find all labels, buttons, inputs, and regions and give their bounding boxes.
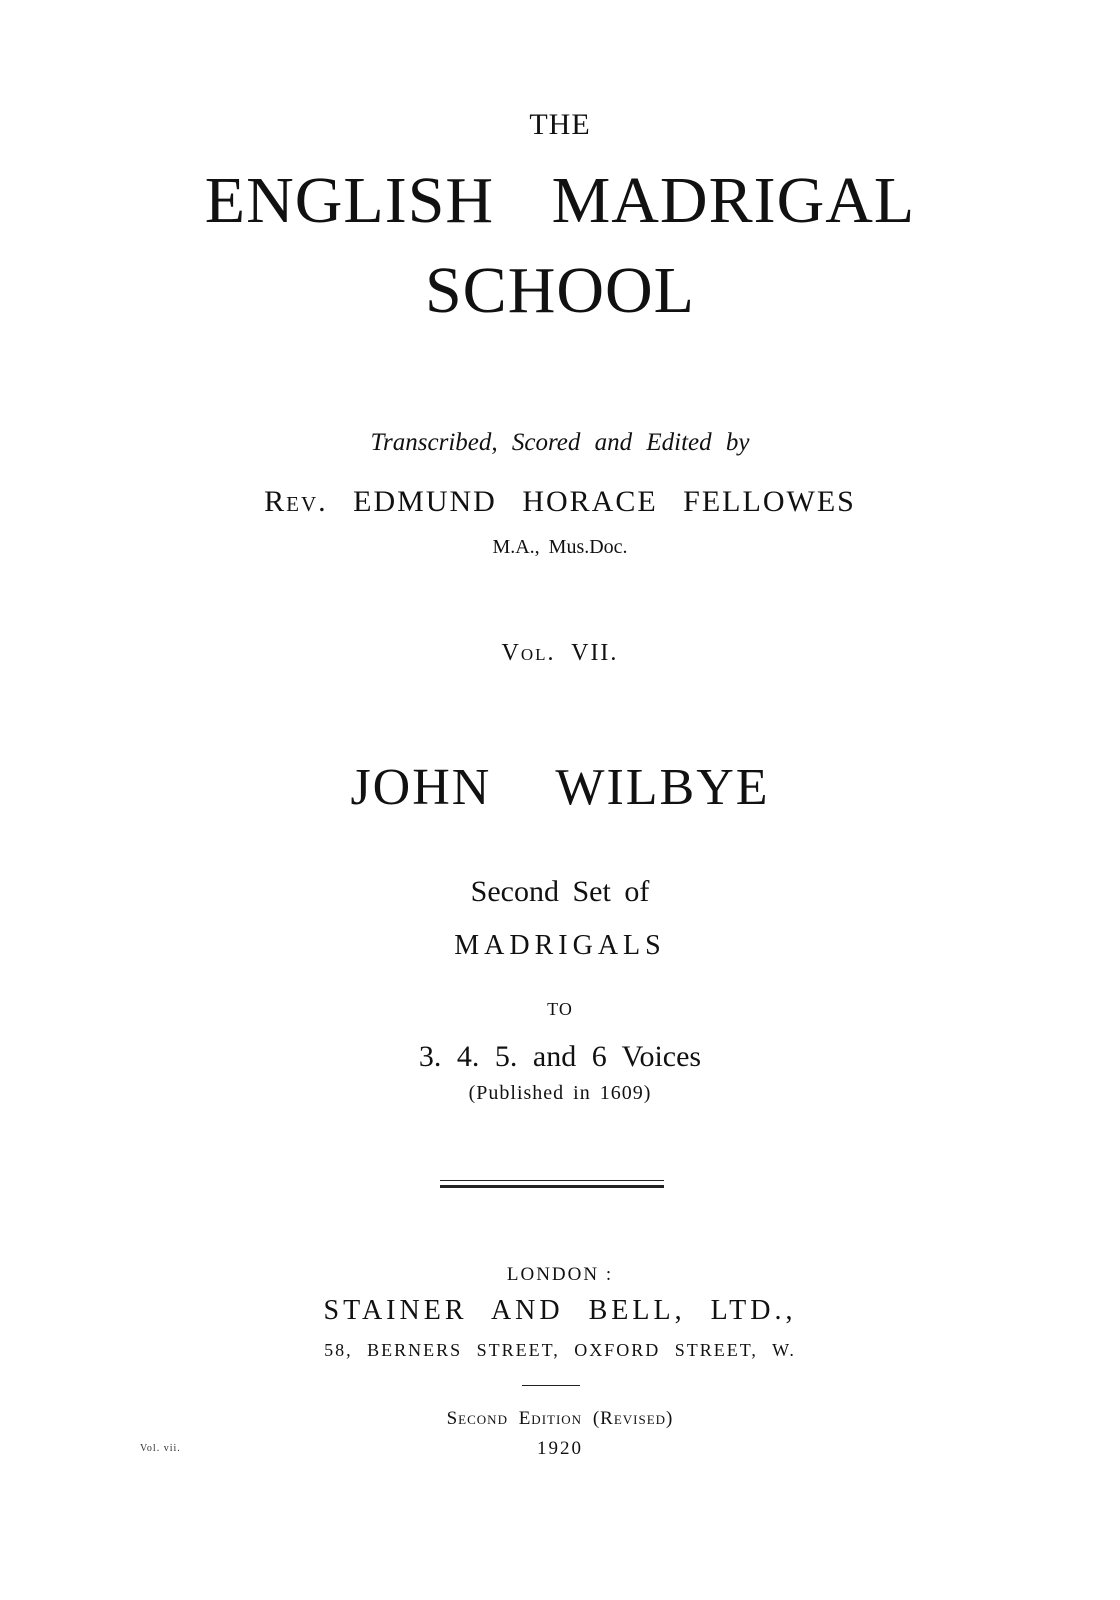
double-rule-divider — [440, 1180, 664, 1188]
imprint-city: LONDON : — [506, 1264, 614, 1285]
imprint-edition: Second Edition (Revised) — [446, 1408, 674, 1429]
double-rule-thin — [440, 1180, 664, 1181]
imprint-year: 1920 — [537, 1438, 583, 1459]
double-rule-thick — [440, 1185, 664, 1188]
work-voices: 3. 4. 5. and 6 Voices — [418, 1040, 702, 1073]
editor-name: EDMUND HORACE FELLOWES — [353, 485, 856, 518]
series-title-line-2: SCHOOL — [424, 254, 696, 327]
work-published: (Published in 1609) — [468, 1082, 652, 1104]
imprint-publisher: STAINER AND BELL, LTD., — [323, 1295, 797, 1326]
work-subtitle: Second Set of — [470, 875, 650, 908]
work-to: TO — [547, 999, 573, 1019]
series-article: THE — [529, 108, 591, 141]
short-rule-divider — [522, 1385, 580, 1386]
volume-number: Vol. VII. — [501, 640, 619, 666]
editor-line — [0, 487, 1120, 517]
composer-name: JOHN WILBYE — [350, 759, 770, 816]
work-collection: MADRIGALS — [454, 930, 666, 961]
editor-degrees: M.A., Mus.Doc. — [492, 536, 628, 558]
editor-prefix: Rev. — [264, 485, 328, 518]
editor-credit: Transcribed, Scored and Edited by — [370, 429, 750, 456]
series-title-line-1: ENGLISH MADRIGAL — [204, 164, 916, 237]
imprint-address: 58, BERNERS STREET, OXFORD STREET, W. — [324, 1340, 796, 1360]
signature-mark: Vol. vii. — [140, 1443, 181, 1454]
